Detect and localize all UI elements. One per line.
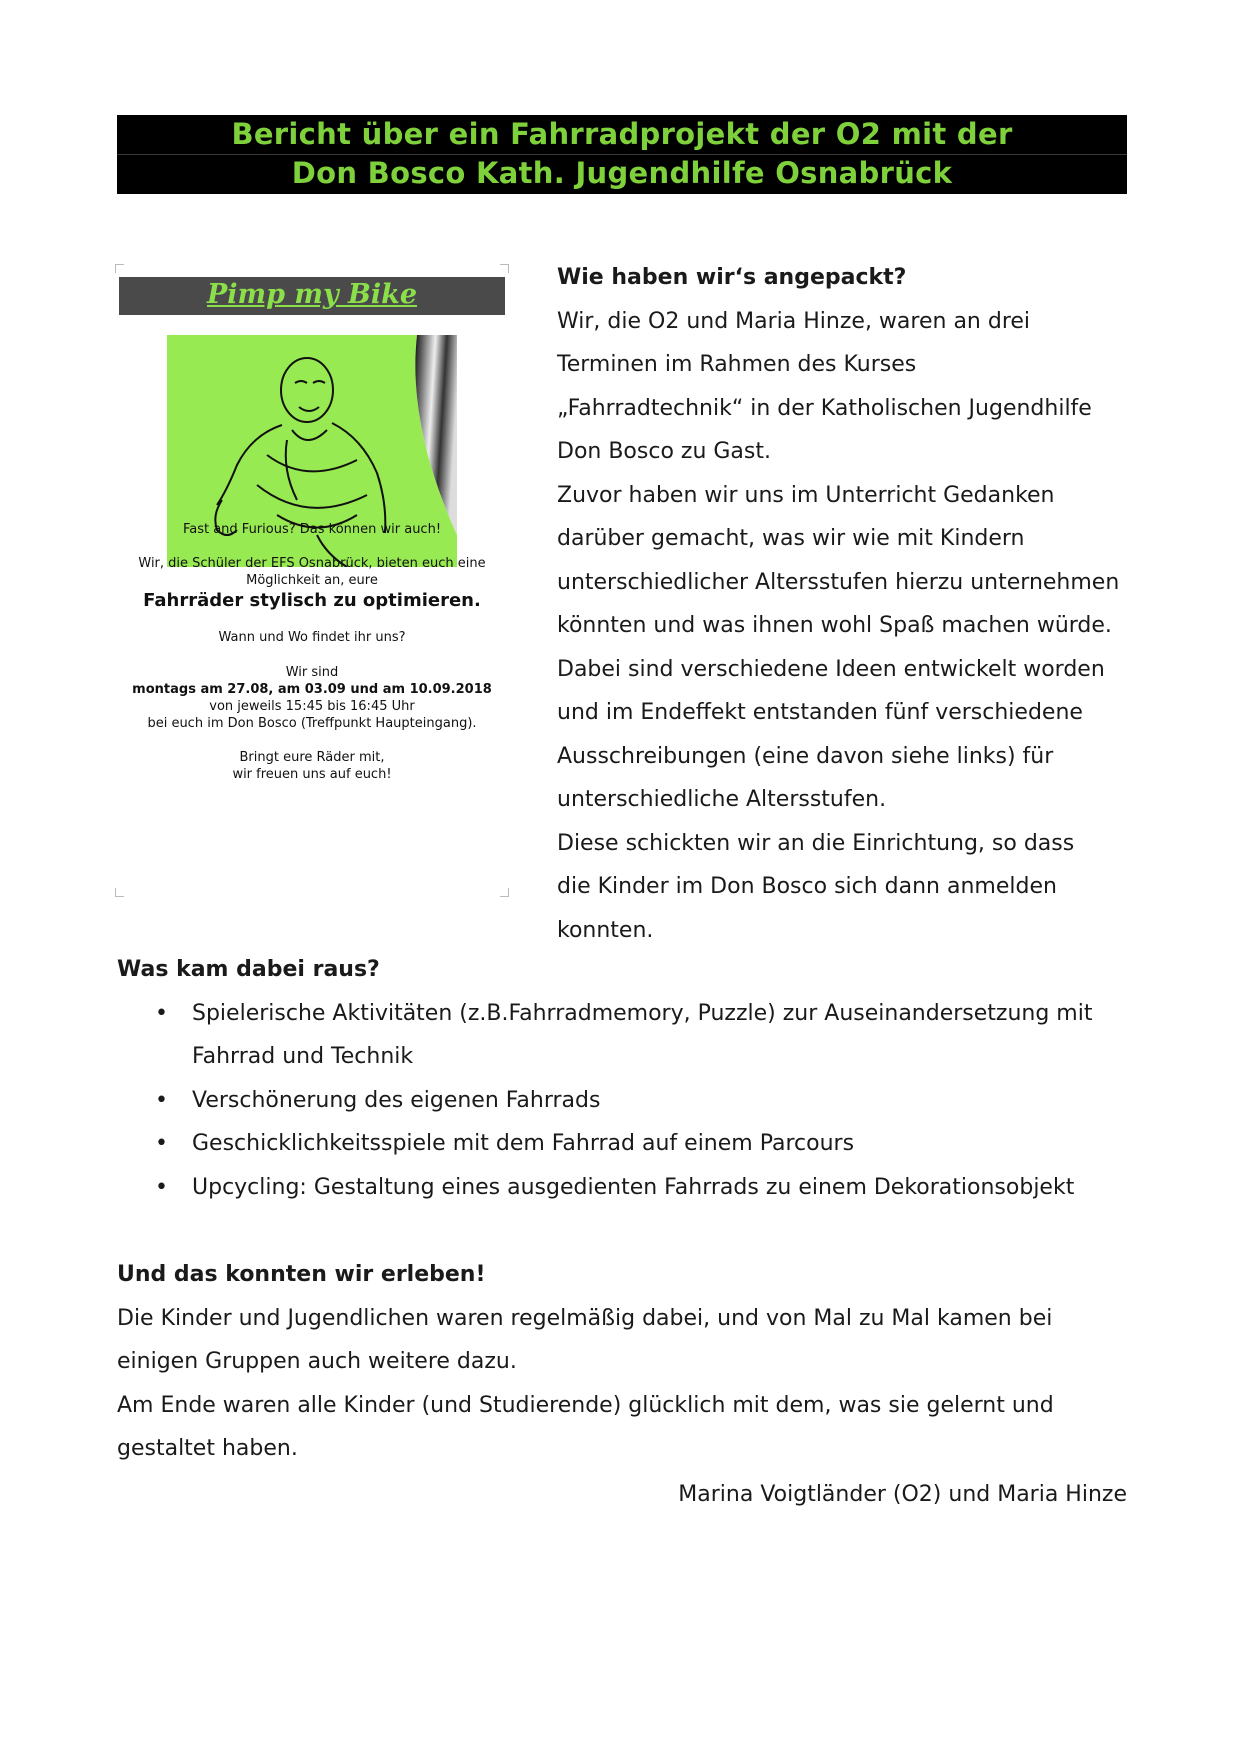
list-item-text: Verschönerung des eigenen Fahrrads bbox=[192, 1087, 601, 1113]
approach-line: unterschiedlicher Altersstufen hierzu unternehmen bbox=[557, 569, 1120, 595]
flyer-headline: Fahrräder stylisch zu optimieren. bbox=[143, 590, 481, 611]
flyer-closing-2: wir freuen uns auf euch! bbox=[232, 767, 392, 782]
flyer-closing-1: Bringt eure Räder mit, bbox=[239, 750, 385, 765]
flyer-question: Wann und Wo findet ihr uns? bbox=[218, 630, 406, 645]
experience-section bbox=[117, 1253, 1127, 1471]
list-item-text: Fahrrad und Technik bbox=[192, 1044, 414, 1069]
approach-line: Terminen im Rahmen des Kurses bbox=[557, 352, 917, 377]
title-banner bbox=[117, 115, 1127, 194]
list-item bbox=[117, 1122, 1127, 1166]
flyer-times: von jeweils 15:45 bis 16:45 Uhr bbox=[209, 699, 415, 714]
title-line-2: Don Bosco Kath. Jugendhilfe Osnabrück bbox=[291, 156, 953, 190]
approach-section bbox=[557, 256, 1137, 952]
bullet-icon: • bbox=[155, 1087, 168, 1113]
author-signature: Marina Voigtländer (O2) und Maria Hinze bbox=[678, 1482, 1127, 1507]
crop-mark bbox=[115, 264, 124, 273]
crop-mark bbox=[500, 264, 509, 273]
crop-mark bbox=[500, 888, 509, 897]
experience-line: gestaltet haben. bbox=[117, 1436, 298, 1461]
list-item bbox=[117, 1079, 1127, 1123]
approach-line: die Kinder im Don Bosco sich dann anmelden bbox=[557, 874, 1057, 899]
banner-divider bbox=[117, 154, 1127, 155]
list-item-continuation bbox=[117, 1035, 1127, 1079]
list-item-text: Geschicklichkeitsspiele mit dem Fahrrad auf einem Parcours bbox=[192, 1131, 855, 1156]
list-item bbox=[117, 1166, 1127, 1210]
flyer-image bbox=[117, 267, 507, 897]
approach-line: Wir, die O2 und Maria Hinze, waren an drei bbox=[557, 308, 1031, 334]
flyer-offer-line-2: Möglichkeit an, eure bbox=[246, 573, 378, 588]
approach-line: und im Endeffekt entstanden fünf verschiedene bbox=[557, 700, 1083, 725]
flyer-title-bar bbox=[119, 277, 505, 315]
approach-line: darüber gemacht, was wir wie mit Kindern bbox=[557, 526, 1025, 551]
experience-line: Am Ende waren alle Kinder (und Studierende) glücklich mit dem, was sie gelernt und bbox=[117, 1392, 1054, 1418]
experience-line: Die Kinder und Jugendlichen waren regelmäßig dabei, und von Mal zu Mal kamen bei bbox=[117, 1305, 1053, 1331]
approach-line: konnten. bbox=[557, 917, 654, 943]
flyer-title: Pimp my Bike bbox=[206, 279, 418, 310]
crop-mark bbox=[115, 888, 124, 897]
list-item bbox=[117, 992, 1127, 1036]
approach-line: könnten und was ihnen wohl Spaß machen würde. bbox=[557, 613, 1112, 638]
experience-line: einigen Gruppen auch weitere dazu. bbox=[117, 1349, 517, 1374]
list-item-text: Upcycling: Gestaltung eines ausgedienten Fahrrads zu einem Dekorationsobjekt bbox=[192, 1174, 1075, 1200]
approach-line: Dabei sind verschiedene Ideen entwickelt worden bbox=[557, 656, 1105, 682]
results-section bbox=[117, 948, 1127, 1209]
experience-heading: Und das konnten wir erleben! bbox=[117, 1262, 486, 1287]
results-list bbox=[117, 992, 1127, 1210]
flyer-tagline: Fast and Furious? Das können wir auch! bbox=[182, 522, 442, 537]
list-item-text: Spielerische Aktivitäten (z.B.Fahrradmemory, Puzzle) zur Auseinandersetzung mit bbox=[192, 1000, 1093, 1026]
flyer-offer-line-1: Wir, die Schüler der EFS Osnabrück, bieten euch eine bbox=[138, 556, 486, 571]
flyer-when-intro: Wir sind bbox=[285, 665, 339, 680]
approach-line: Diese schickten wir an die Einrichtung, so dass bbox=[557, 830, 1075, 856]
flyer-dates: montags am 27.08, am 03.09 und am 10.09.2018 bbox=[132, 682, 492, 697]
approach-line: Ausschreibungen (eine davon siehe links) für bbox=[557, 743, 1054, 769]
bullet-icon: • bbox=[155, 1174, 168, 1200]
bullet-icon: • bbox=[155, 1131, 168, 1156]
flyer-place: bei euch im Don Bosco (Treffpunkt Haupteingang). bbox=[147, 716, 477, 731]
title-line-1: Bericht über ein Fahrradprojekt der O2 mit der bbox=[231, 117, 1013, 151]
approach-line: Zuvor haben wir uns im Unterricht Gedanken bbox=[557, 482, 1055, 508]
bullet-icon: • bbox=[155, 1000, 168, 1026]
approach-heading: Wie haben wir‘s angepackt? bbox=[557, 265, 907, 290]
approach-line: „Fahrradtechnik“ in der Katholischen Jugendhilfe bbox=[557, 395, 1092, 421]
results-heading: Was kam dabei raus? bbox=[117, 957, 380, 982]
approach-line: Don Bosco zu Gast. bbox=[557, 439, 771, 464]
approach-line: unterschiedliche Altersstufen. bbox=[557, 787, 887, 812]
